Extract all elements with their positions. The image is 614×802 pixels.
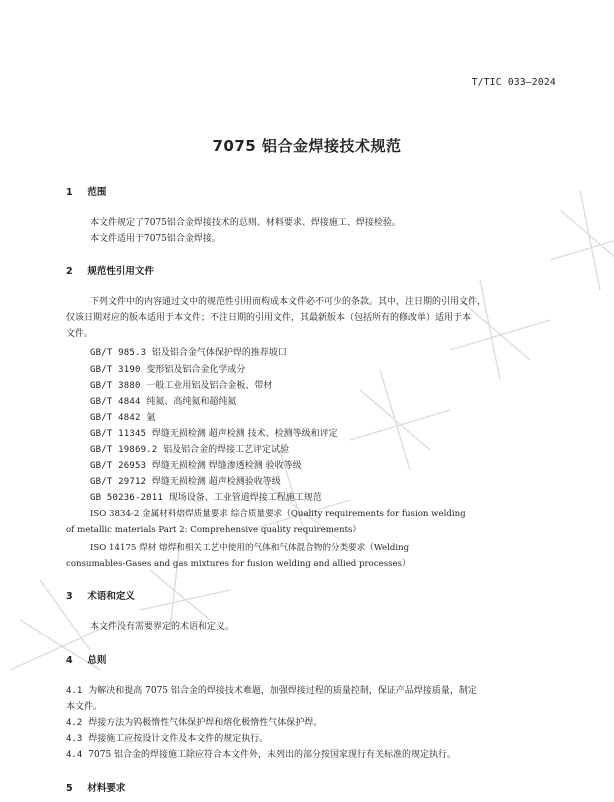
reference-title: 氩 <box>146 413 156 423</box>
paragraph-line: 仅该日期对应的版本适用于本文件；不注日期的引用文件，其最新版本（包括所有的修改单）适用于本 <box>66 313 472 323</box>
reference-code: GB/T 3190 <box>90 365 141 375</box>
reference-title: 焊缝无损检测 超声检测验收等级 <box>151 477 281 487</box>
reference-code: GB/T 19869.2 <box>90 445 158 455</box>
section-3-heading <box>66 588 135 602</box>
reference-item <box>90 442 289 455</box>
reference-code: GB 50236-2011 <box>90 493 164 503</box>
reference-title: 纯氦、高纯氦和超纯氦 <box>146 397 237 407</box>
reference-item <box>90 410 155 423</box>
clause-4-2 <box>66 715 322 731</box>
clause-number: 4.2 <box>66 718 83 728</box>
clause-text: 焊接方法为钨极惰性气体保护焊和熔化极惰性气体保护焊。 <box>88 718 323 728</box>
reference-iso-line: consumables-Gases and gas mixtures for fusion welding and allied processes） <box>66 559 411 569</box>
reference-title: 焊缝无损检测 超声检测 技术、检测等级和评定 <box>151 429 338 439</box>
paragraph: 本文件没有需要界定的术语和定义。 <box>90 622 235 632</box>
section-title: 材料要求 <box>87 783 126 794</box>
reference-item <box>90 458 302 471</box>
document-id: T/TIC 033—2024 <box>471 77 556 88</box>
reference-item <box>90 490 322 503</box>
reference-iso-line: ISO 3834-2 金属材料熔焊质量要求 综合质量要求（Quality requirements for fusion welding <box>90 509 466 519</box>
clause-4-4 <box>66 747 456 763</box>
reference-title: 焊缝无损检测 焊缝渗透检测 验收等级 <box>151 461 302 471</box>
section-2-heading <box>66 263 154 277</box>
section-title: 规范性引用文件 <box>87 266 154 277</box>
section-title: 总则 <box>87 655 107 666</box>
section-title: 范围 <box>87 187 107 198</box>
reference-iso-line: ISO 14175 焊材 熔焊和相关工艺中使用的气体和气体混合物的分类要求（Welding <box>90 543 410 553</box>
document-title: 7075 铝合金焊接技术规范 <box>212 137 402 155</box>
section-number: 4 <box>66 655 73 666</box>
clause-text: 7075 铝合金的焊接施工除应符合本文件外，未列出的部分按国家现行有关标准的规定执行。 <box>88 750 457 760</box>
section-title: 术语和定义 <box>87 591 135 602</box>
reference-code: GB/T 4844 <box>90 397 141 407</box>
clause-number: 4.1 <box>66 686 83 696</box>
section-5-heading <box>66 780 125 794</box>
paragraph: 本文件规定了7075铝合金焊接技术的总则、材料要求、焊接施工、焊接检验。 <box>90 218 401 228</box>
reference-item <box>90 378 272 391</box>
clause-text: 焊接施工应按设计文件及本文件的规定执行。 <box>88 734 269 744</box>
section-1-heading <box>66 184 106 198</box>
clause-4-1 <box>66 683 477 699</box>
section-number: 2 <box>66 266 73 277</box>
paragraph-line: 下列文件中的内容通过文中的规范性引用而构成本文件必不可少的条款。其中，注日期的引用文件， <box>90 297 487 307</box>
clause-4-3 <box>66 731 268 747</box>
clause-number: 4.3 <box>66 734 83 744</box>
reference-code: GB/T 3880 <box>90 381 141 391</box>
reference-title: 变形铝及铝合金化学成分 <box>146 365 246 375</box>
paragraph: 本文件适用于7075铝合金焊接。 <box>90 234 221 244</box>
section-4-heading <box>66 652 106 666</box>
clause-number: 4.4 <box>66 750 83 760</box>
reference-code: GB/T 29712 <box>90 477 147 487</box>
reference-iso-line: of metallic materials Part 2: Comprehensive quality requirements） <box>66 525 361 535</box>
reference-item <box>90 426 338 439</box>
reference-code: GB/T 4842 <box>90 413 141 423</box>
reference-title: 铝及铝合金的焊接工艺评定试验 <box>163 445 290 455</box>
clause-text-continued: 本文件。 <box>66 702 103 712</box>
reference-item <box>90 394 236 407</box>
reference-item <box>90 474 281 487</box>
section-number: 3 <box>66 591 73 602</box>
reference-title: 现场设备、工业管道焊接工程施工规范 <box>168 493 322 503</box>
reference-code: GB/T 11345 <box>90 429 147 439</box>
paragraph-line: 文件。 <box>66 329 94 339</box>
reference-item <box>90 362 245 375</box>
reference-code: GB/T 985.3 <box>90 348 147 358</box>
section-number: 5 <box>66 783 73 794</box>
reference-code: GB/T 26953 <box>90 461 147 471</box>
reference-title: 铝及铝合金气体保护焊的推荐坡口 <box>151 348 287 358</box>
clause-text: 为解决和提高 7075 铝合金的焊接技术难题，加强焊接过程的质量控制，保证产品焊接质量，制定 <box>88 686 477 696</box>
section-number: 1 <box>66 187 73 198</box>
reference-title: 一般工业用铝及铝合金板、带材 <box>146 381 273 391</box>
reference-item <box>90 345 287 358</box>
